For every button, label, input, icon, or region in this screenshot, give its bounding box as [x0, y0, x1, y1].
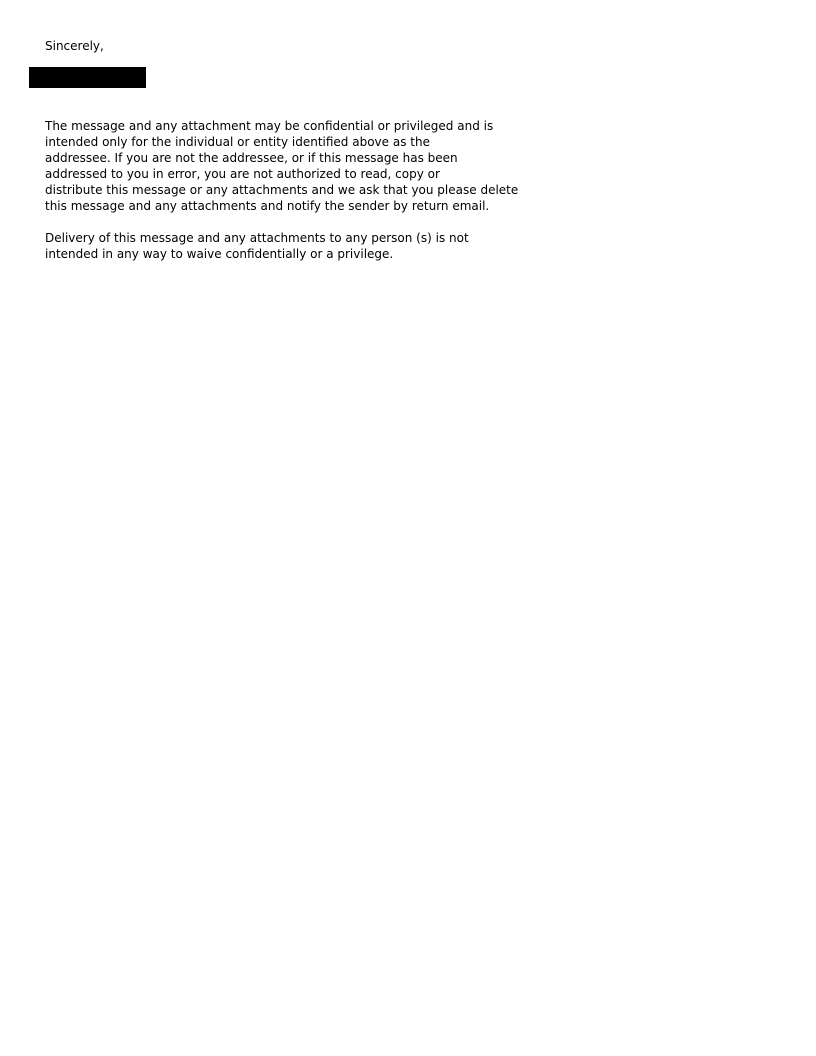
confidentiality-disclaimer: [45, 118, 519, 262]
disclaimer-line: this message and any attachments and notify the sender by return email.: [45, 199, 490, 213]
disclaimer-line: addressee. If you are not the addressee, or if this message has been: [45, 151, 458, 165]
paragraph-spacer: [45, 214, 505, 230]
disclaimer-line: Delivery of this message and any attachments to any person (s) is not: [45, 231, 469, 245]
closing-salutation: Sincerely,: [45, 39, 104, 53]
disclaimer-line: intended in any way to waive confidentially or a privilege.: [45, 247, 394, 261]
disclaimer-paragraph-1: [45, 118, 519, 214]
disclaimer-paragraph-2: [45, 230, 505, 262]
disclaimer-line: addressed to you in error, you are not authorized to read, copy or: [45, 167, 440, 181]
disclaimer-line: distribute this message or any attachments and we ask that you please delete: [45, 183, 519, 197]
redacted-signature-block: [29, 67, 146, 88]
disclaimer-line: The message and any attachment may be confidential or privileged and is: [45, 119, 494, 133]
disclaimer-line: intended only for the individual or entity identified above as the: [45, 135, 430, 149]
